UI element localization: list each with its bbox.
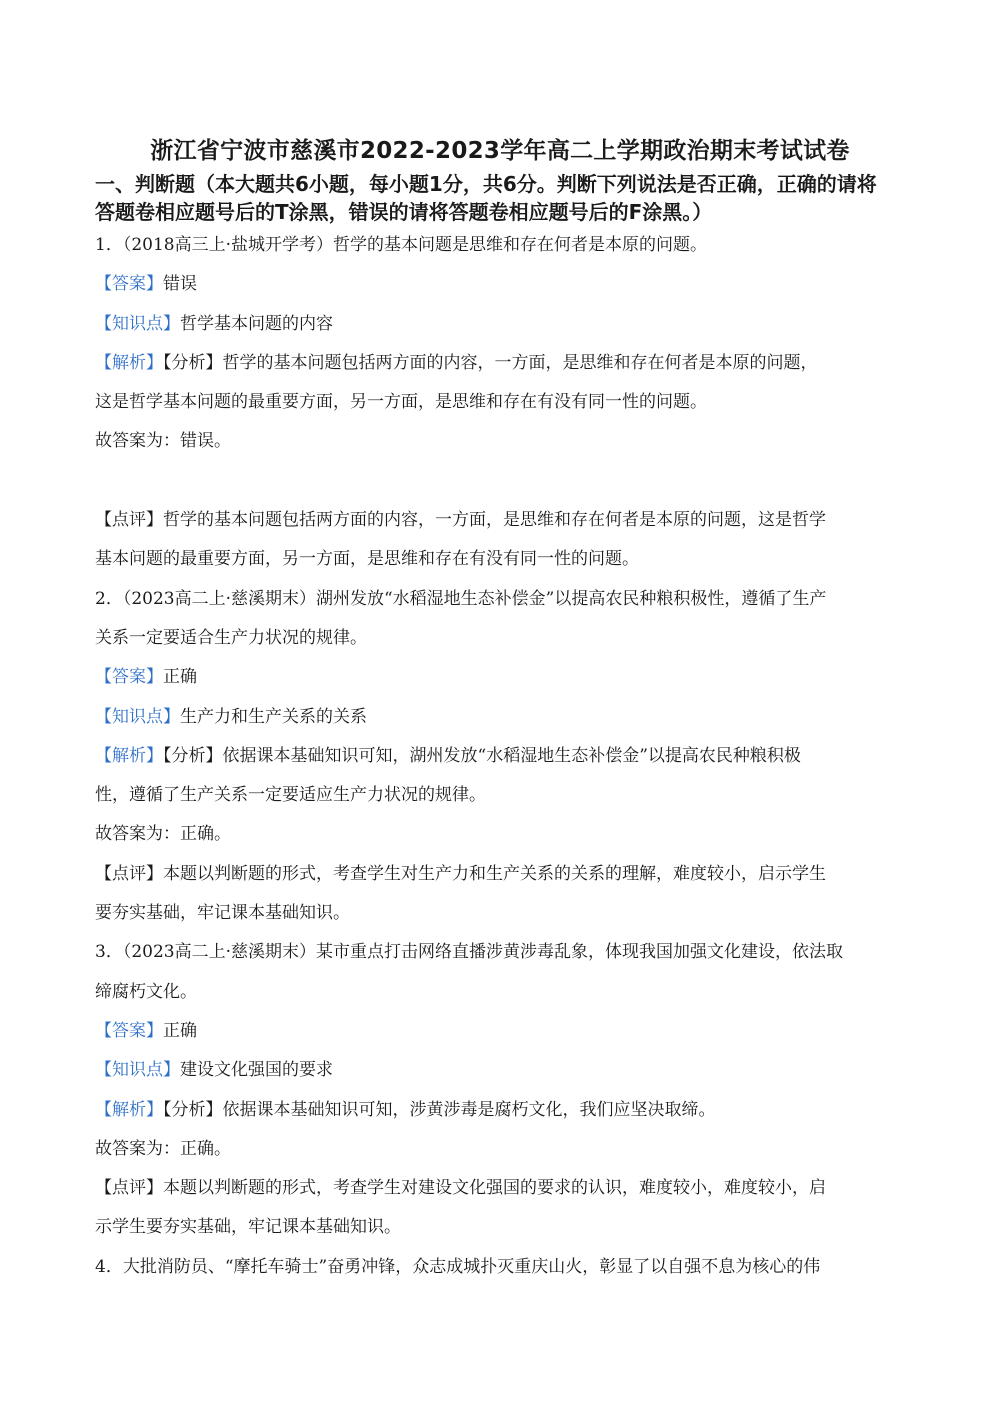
knowledge-label: 【知识点】 (95, 706, 180, 727)
question-1-answer (95, 265, 905, 304)
answer-label: 【答案】 (95, 274, 163, 295)
question-2-answer (95, 658, 905, 697)
page-title: 浙江省宁波市慈溪市2022-2023学年高二上学期政治期末考试试卷 (150, 138, 850, 164)
question-3-comment: 【点评】本题以判断题的形式，考查学生对建设文化强国的要求的认识，难度较小，难度较小，启 (95, 1178, 826, 1199)
question-2-comment-cont: 要夯实基础，牢记课本基础知识。 (95, 903, 350, 924)
question-1-conclusion: 故答案为：错误。 (95, 431, 231, 452)
question-list (95, 226, 905, 1287)
knowledge-label: 【知识点】 (95, 1060, 180, 1081)
analysis-label: 【解析】 (95, 352, 163, 373)
knowledge-value: 生产力和生产关系的关系 (180, 706, 367, 727)
question-3-stem-cont: 缔腐朽文化。 (95, 981, 197, 1002)
analysis-text: 【分析】哲学的基本问题包括两方面的内容，一方面，是思维和存在何者是本原的问题， (163, 352, 818, 373)
question-3-answer (95, 1012, 905, 1051)
spacer (95, 462, 905, 501)
question-2-knowledge (95, 698, 905, 737)
question-1-stem: 1．（2018高三上·盐城开学考）哲学的基本问题是思维和存在何者是本原的问题。 (95, 235, 707, 255)
question-2-stem-cont: 关系一定要适合生产力状况的规律。 (95, 627, 367, 648)
question-2-comment: 【点评】本题以判断题的形式，考查学生对生产力和生产关系的关系的理解，难度较小，启示学生 (95, 863, 826, 884)
answer-value: 正确 (163, 667, 197, 688)
analysis-text: 【分析】依据课本基础知识可知，湖州发放“水稻湿地生态补偿金”以提高农民种粮积极 (163, 745, 801, 766)
question-3-comment-cont: 示学生要夯实基础，牢记课本基础知识。 (95, 1217, 401, 1238)
answer-value: 错误 (163, 274, 197, 295)
question-4-stem: 4．大批消防员、“摩托车骑士”奋勇冲锋，众志成城扑灭重庆山火，彰显了以自强不息为核心的伟 (95, 1256, 821, 1277)
section-heading-line: 答题卷相应题号后的T涂黑，错误的请将答题卷相应题号后的F涂黑。） (95, 200, 713, 224)
question-2-analysis (95, 737, 905, 776)
section-heading (95, 170, 915, 226)
knowledge-value: 建设文化强国的要求 (180, 1060, 333, 1081)
question-2-conclusion: 故答案为：正确。 (95, 824, 231, 845)
section-heading-line: 一、判断题（本大题共6小题，每小题1分，共6分。判断下列说法是否正确，正确的请将 (95, 172, 877, 196)
answer-label: 【答案】 (95, 667, 163, 688)
question-2-stem: 2．（2023高二上·慈溪期末）湖州发放“水稻湿地生态补偿金”以提高农民种粮积极性，遵循了生产 (95, 588, 827, 609)
answer-value: 正确 (163, 1020, 197, 1041)
question-1-knowledge (95, 305, 905, 344)
analysis-text: 【分析】依据课本基础知识可知，涉黄涉毒是腐朽文化，我们应坚决取缔。 (163, 1099, 716, 1120)
analysis-label: 【解析】 (95, 745, 163, 766)
answer-label: 【答案】 (95, 1020, 163, 1041)
knowledge-value: 哲学基本问题的内容 (180, 313, 333, 334)
question-1-analysis (95, 344, 905, 383)
question-1-comment: 【点评】哲学的基本问题包括两方面的内容，一方面，是思维和存在何者是本原的问题，这是哲学 (95, 510, 826, 531)
question-3-conclusion: 故答案为：正确。 (95, 1138, 231, 1159)
question-3-knowledge (95, 1051, 905, 1090)
question-2-analysis-cont: 性，遵循了生产关系一定要适应生产力状况的规律。 (95, 785, 486, 806)
analysis-label: 【解析】 (95, 1099, 163, 1120)
question-1-comment-cont: 基本问题的最重要方面，另一方面，是思维和存在有没有同一性的问题。 (95, 549, 639, 570)
question-1-analysis-cont: 这是哲学基本问题的最重要方面，另一方面，是思维和存在有没有同一性的问题。 (95, 392, 707, 413)
question-3-analysis (95, 1091, 905, 1130)
question-3-stem: 3．（2023高二上·慈溪期末）某市重点打击网络直播涉黄涉毒乱象，体现我国加强文化建设，依法取 (95, 942, 843, 963)
knowledge-label: 【知识点】 (95, 313, 180, 334)
